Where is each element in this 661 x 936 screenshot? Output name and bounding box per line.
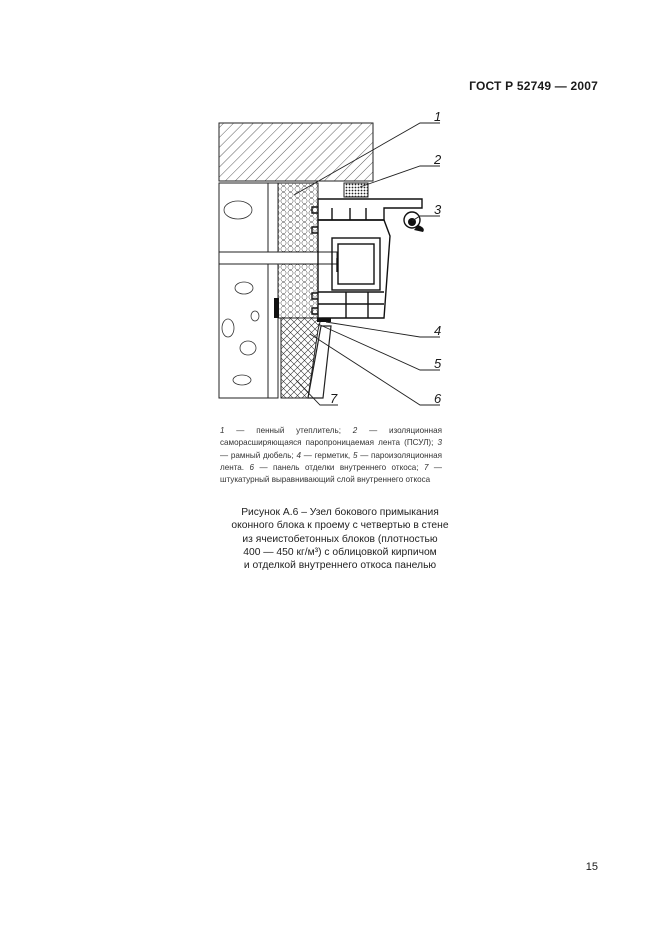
callout-4: 4	[434, 323, 442, 338]
caption-line-1: Рисунок А.6 – Узел бокового примыкания	[241, 507, 439, 518]
legend-text-4: герметик,	[314, 450, 351, 460]
figure-legend: 1 — пенный утеплитель; 2 — изоляционная самораcширяющаяся паропроницаемая лента (ПСУЛ); 3 — рамный дюбель; 4 — герметик, 5 — пароизоляционная лента. 6 — панель отделки внутреннего откоса; 7 — штукатурный выравнивающий слой внутреннего откоса	[220, 426, 443, 485]
legend-text-5: пароизоляционная лента.	[220, 450, 442, 472]
legend-num-5: 5	[352, 450, 358, 460]
legend-num-3: 3	[437, 438, 443, 448]
aerated-concrete-wall	[219, 183, 278, 398]
caption-line-2: оконного блока к проему с четвертью в стене	[231, 520, 449, 532]
legend-text-3: рамный дюбель;	[230, 450, 294, 460]
legend-num-6: 6	[249, 462, 255, 472]
caption-line-4: 400 — 450 кг/м³) с облицовкой кирпичом	[243, 546, 437, 558]
callout-7: 7	[330, 391, 338, 406]
callout-2: 2	[434, 152, 442, 167]
frame-dowel	[219, 252, 337, 264]
figure-caption	[218, 506, 462, 572]
caption-line-5: и отделкой внутреннего откоса панелью	[243, 560, 437, 572]
legend-text-6: панель отделки внутреннего откоса;	[272, 462, 419, 472]
legend-text-2: изоляционная самораcширяющаяся паропроницаемая лента (ПСУЛ);	[220, 426, 443, 448]
callout-6: 6	[434, 391, 442, 406]
sealant	[274, 298, 279, 318]
legend-text-7: штукатурный выравнивающий слой внутреннего откоса	[220, 475, 431, 485]
caption-line-3: из ячеистобетонных блоков (плотностью	[242, 533, 438, 545]
brick-facing	[219, 123, 373, 181]
legend-num-4: 4	[296, 450, 301, 460]
standard-code: ГОСТ Р 52749 — 2007	[469, 79, 598, 93]
page-number: 15	[585, 861, 598, 873]
legend-num-2: 2	[352, 426, 358, 435]
callout-3: 3	[434, 202, 442, 217]
legend-text-1: пенный утеплитель;	[256, 426, 341, 435]
callout-5: 5	[434, 356, 442, 371]
legend-num-1: 1	[220, 426, 225, 435]
callout-1: 1	[434, 109, 442, 124]
vapor-barrier-tape	[317, 318, 331, 322]
legend-num-7: 7	[423, 462, 429, 472]
profile-gasket	[404, 212, 424, 232]
